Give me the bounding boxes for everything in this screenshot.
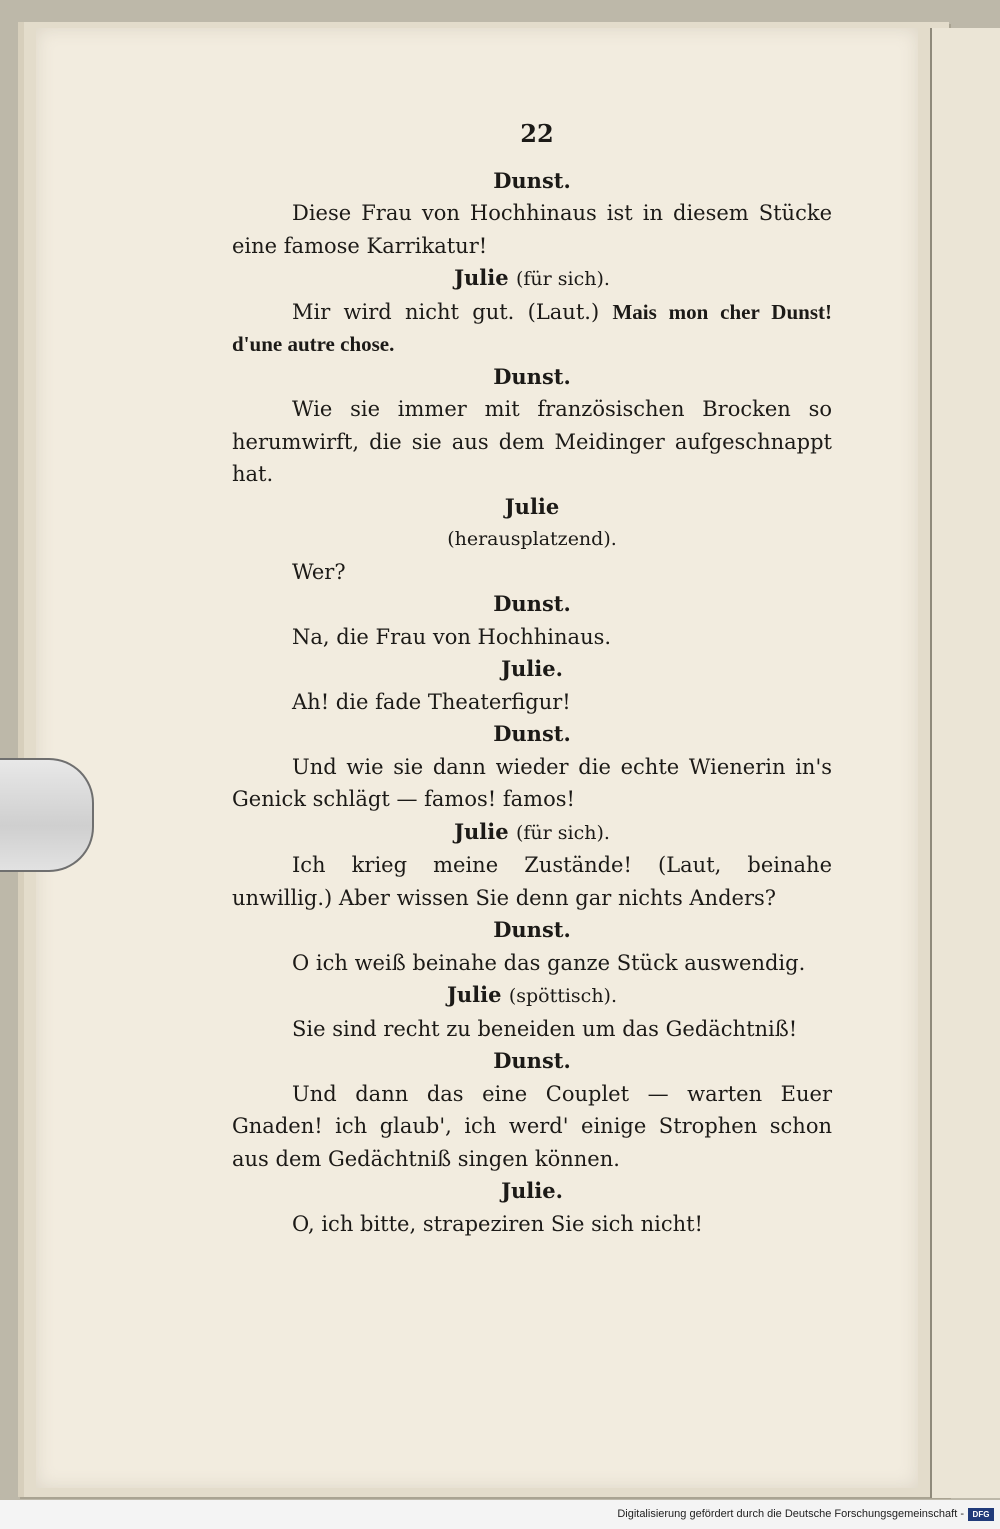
dialogue-line: Na, die Frau von Hochhinaus. (292, 624, 612, 649)
speaker-name (232, 653, 832, 686)
speaker-label: Dunst. (493, 591, 571, 616)
speaker-name (232, 718, 832, 751)
dialogue-line: Diese Frau von Hochhinaus ist in diesem Stücke eine famose Karrikatur! (232, 201, 832, 258)
speaker-label: Julie (454, 818, 509, 844)
speaker-name (232, 165, 832, 198)
speaker-label: Julie. (501, 656, 563, 681)
speaker-label: Dunst. (493, 167, 571, 193)
stage-direction: (für sich). (515, 821, 610, 844)
dialogue-line (232, 296, 832, 361)
dialogue-line: Ah! die fade Theaterfigur! (292, 689, 571, 714)
dialogue-line: Wie sie immer mit französischen Brocken so herumwirft, die sie aus dem Meidinger aufgeschnappt hat. (232, 397, 832, 486)
speaker-name (232, 1175, 832, 1208)
speaker-label: Julie (446, 982, 502, 1007)
footer-bar (0, 1500, 1000, 1529)
speaker-label: Dunst. (493, 1048, 571, 1073)
speaker-label: Julie (454, 265, 509, 290)
speaker-name (232, 262, 832, 296)
adjacent-page (930, 28, 1000, 1498)
stage-direction: (spöttisch). (508, 985, 618, 1007)
dialogue-line: Ich krieg meine Zustände! (Laut, beinahe unwillig.) Aber wissen Sie denn gar nichts Anders? (232, 853, 832, 910)
funding-notice: Digitalisierung gefördert durch die Deutsche Forschungsgemeinschaft - (617, 1508, 964, 1520)
dialogue-line: O ich weiß beinahe das ganze Stück auswendig. (292, 950, 806, 975)
speaker-label: Julie. (501, 1178, 563, 1203)
speaker-name (232, 816, 832, 850)
speaker-name (232, 914, 832, 947)
speaker-name (232, 361, 832, 394)
speaker-label: Dunst. (493, 721, 571, 746)
dialogue-line: Wer? (292, 559, 346, 584)
dialogue-line: Und dann das eine Couplet — warten Euer Gnaden! ich glaub', ich werd' einige Strophen schon aus dem Gedächtniß singen können. (232, 1081, 832, 1171)
speaker-label: Dunst. (493, 917, 571, 942)
dfg-logo-icon: DFG (968, 1508, 994, 1521)
speaker-name (232, 979, 832, 1013)
dialogue-line: O, ich bitte, strapeziren Sie sich nicht! (292, 1211, 703, 1236)
speaker-name (232, 491, 832, 524)
dialogue-line: Und wie sie dann wieder die echte Wienerin in's Genick schlägt — famos! famos! (232, 754, 832, 811)
page-number: 22 (520, 119, 554, 148)
speaker-label: Julie (504, 493, 560, 519)
page-clip-icon (0, 758, 94, 872)
speaker-label: Dunst. (493, 363, 571, 389)
dialogue-text: Mir wird nicht gut. (Laut.) (292, 299, 600, 324)
speaker-name (232, 1045, 832, 1078)
page-text (232, 118, 832, 1240)
speaker-name (232, 588, 832, 621)
french-phrase: Mais mon cher Dunst! d'une autre chose. (232, 299, 832, 356)
stage-direction: (herausplatzend). (447, 528, 617, 550)
stage-direction: (für sich). (515, 268, 610, 290)
dialogue-line: Sie sind recht zu beneiden um das Gedächtniß! (292, 1016, 798, 1041)
